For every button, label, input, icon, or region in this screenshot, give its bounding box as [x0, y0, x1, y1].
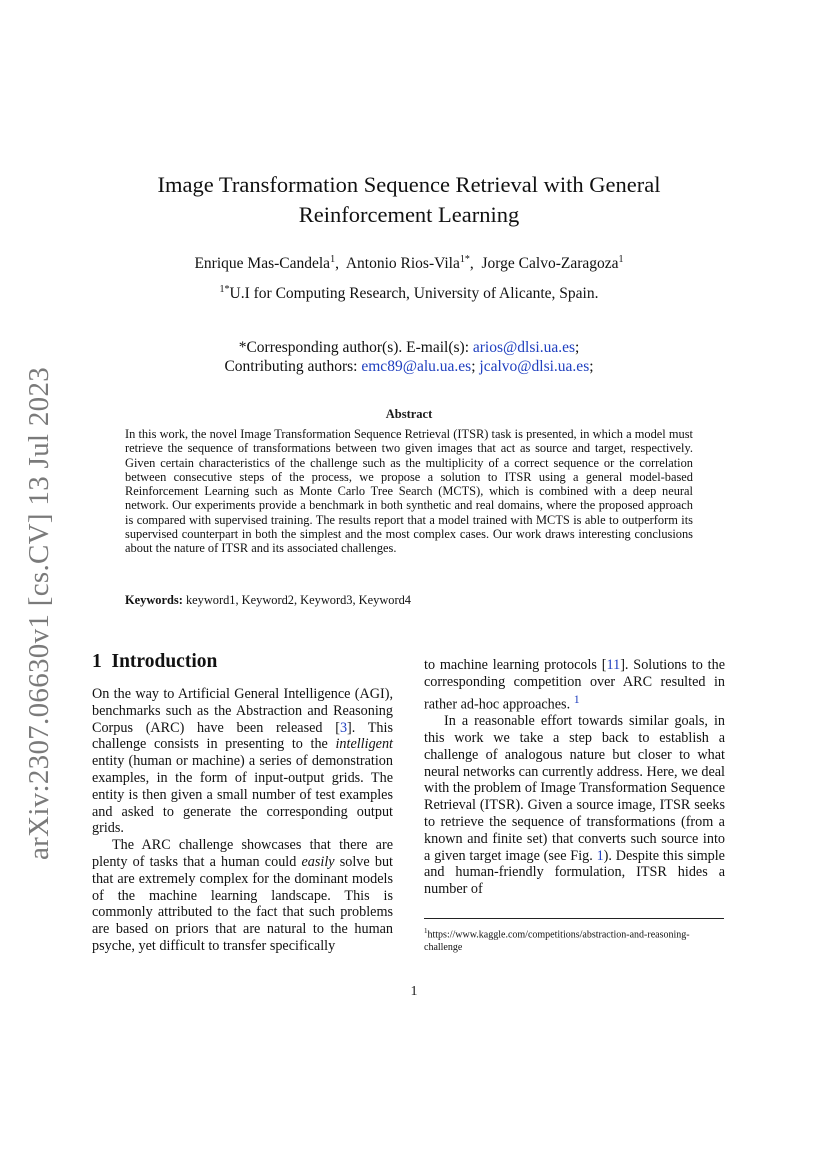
keywords-values: keyword1, Keyword2, Keyword3, Keyword4	[185, 593, 411, 607]
left-column	[92, 686, 393, 955]
footnote-mark: 1	[424, 927, 428, 935]
footnote	[424, 925, 724, 954]
abstract-text: In this work, the novel Image Transformation Sequence Retrieval (ITSR) task is presented, in which a model must retrieve the sequence of transformations between two given images that act as source and target, respectively. Given certain characteristics of the challenge such as the multiplicity of a correct sequence or the correlation between consecutive steps of the process, we propose a solution to ITSR using a general model-based Reinforcement Learning such as Monte Carlo Tree Search (MCTS), which is combined with a deep neural network. Our experiments provide a benchmark in both synthetic and real domains, where the proposed approach is compared with supervised training. The results report that a model trained with MCTS is able to outperform its supervised counterpart in both the simplest and the most complex cases. Our work draws interesting conclusions about the nature of ITSR and its associated challenges.	[125, 427, 693, 556]
footnote-divider	[424, 918, 724, 919]
corresponding-email-link[interactable]: arios@dlsi.ua.es	[472, 339, 575, 356]
footnote-link[interactable]: 1	[573, 691, 580, 706]
section-heading	[92, 651, 217, 673]
abstract-heading: Abstract	[385, 407, 433, 421]
punctuation: ;	[574, 339, 580, 356]
text-run: The ARC challenge showcases that there are plenty of tasks that a human could	[92, 837, 393, 870]
keywords-label: Keywords:	[125, 593, 183, 607]
page-number: 1	[410, 984, 418, 999]
contact-block	[110, 338, 708, 376]
contributing-email-link-2[interactable]: jcalvo@dlsi.ua.es	[479, 358, 590, 375]
title-line-2: Reinforcement Learning	[298, 202, 520, 227]
contributing-authors-line	[110, 357, 708, 376]
contributing-label: Contributing authors:	[224, 358, 362, 375]
arxiv-identifier-sidebar	[16, 366, 64, 860]
punctuation: ;	[471, 358, 480, 375]
author-affiliation-mark: 1	[618, 254, 624, 265]
figure-reference-link[interactable]: 1	[596, 847, 604, 864]
author-name: Antonio Rios-Vila	[345, 255, 460, 273]
emphasis-text: easily	[301, 853, 335, 870]
author-affiliation-mark: 1	[330, 254, 336, 265]
section-title: Introduction	[111, 651, 218, 672]
author-name: Jorge Calvo-Zaragoza	[481, 255, 619, 273]
affiliation-mark: 1*	[219, 284, 230, 295]
paragraph	[92, 686, 393, 837]
right-column	[424, 657, 725, 898]
text-run: solve but that are extremely complex for the dominant models of the machine learning landscape. This is commonly attributed to the fact that such problems are based on priors that are natural to the human psyche, yet difficult to transfer specifically	[92, 853, 393, 954]
affiliation-text: U.I for Computing Research, University of Alicante, Spain.	[229, 285, 599, 303]
affiliation	[110, 284, 708, 303]
text-run: In a reasonable effort towards similar goals, in this work we take a step back to establish a challenge of analogous nature but closer to what neural networks can currently address. Here, we deal with the problem of Image Transformation Sequence Retrieval (ITSR). Given a source image, ITSR seeks to retrieve the sequence of transformations (from a known and finite set) that converts such source into a given target image (see Fig.	[424, 713, 725, 864]
corresponding-label: *Corresponding author(s). E-mail(s):	[238, 339, 473, 356]
text-run: ]. Solutions to the corresponding competition over ARC resulted in rather ad-hoc approaches.	[424, 657, 725, 713]
paragraph	[424, 713, 725, 898]
emphasis-text: intelligent	[335, 736, 393, 753]
contributing-email-link-1[interactable]: emc89@alu.ua.es	[361, 358, 472, 375]
section-number: 1	[92, 651, 102, 672]
corresponding-author-line	[110, 338, 708, 357]
punctuation: ;	[589, 358, 594, 375]
text-run: to machine learning protocols [	[424, 657, 607, 673]
arxiv-id-text: arXiv:2307.06630v1 [cs.CV] 13 Jul 2023	[23, 366, 56, 860]
text-run: On the way to Artificial General Intelligence (AGI), benchmarks such as the Abstraction and Reasoning Corpus (ARC) have been released [	[92, 686, 393, 736]
citation-link[interactable]: 3	[339, 719, 348, 736]
paragraph	[424, 657, 725, 713]
text-run: ). Despite this simple and human-friendly formulation, ITSR hides a number of	[424, 847, 725, 898]
author-affiliation-mark: 1*	[459, 254, 470, 265]
title-line-1: Image Transformation Sequence Retrieval with General	[157, 172, 661, 197]
author-list: Enrique Mas-Candela$^1$, Antonio Rios-Vila$^{1*}$, Jorge Calvo-Zaragoza$^1$	[194, 254, 624, 273]
paragraph	[92, 837, 393, 955]
author-name: Enrique Mas-Candela	[194, 255, 331, 273]
text-run: entity (human or machine) a series of demonstration examples, in the form of input-output grids. The entity is then given a small number of test examples and asked to generate the corresponding output grids.	[92, 753, 393, 837]
keywords-line	[125, 593, 693, 608]
paper-title	[110, 170, 708, 230]
text-run: ]. This challenge consists in presenting to the	[92, 719, 393, 753]
citation-link[interactable]: 11	[606, 657, 621, 673]
footnote-url[interactable]: https://www.kaggle.com/competitions/abstraction-and-reasoning-challenge	[424, 929, 690, 954]
